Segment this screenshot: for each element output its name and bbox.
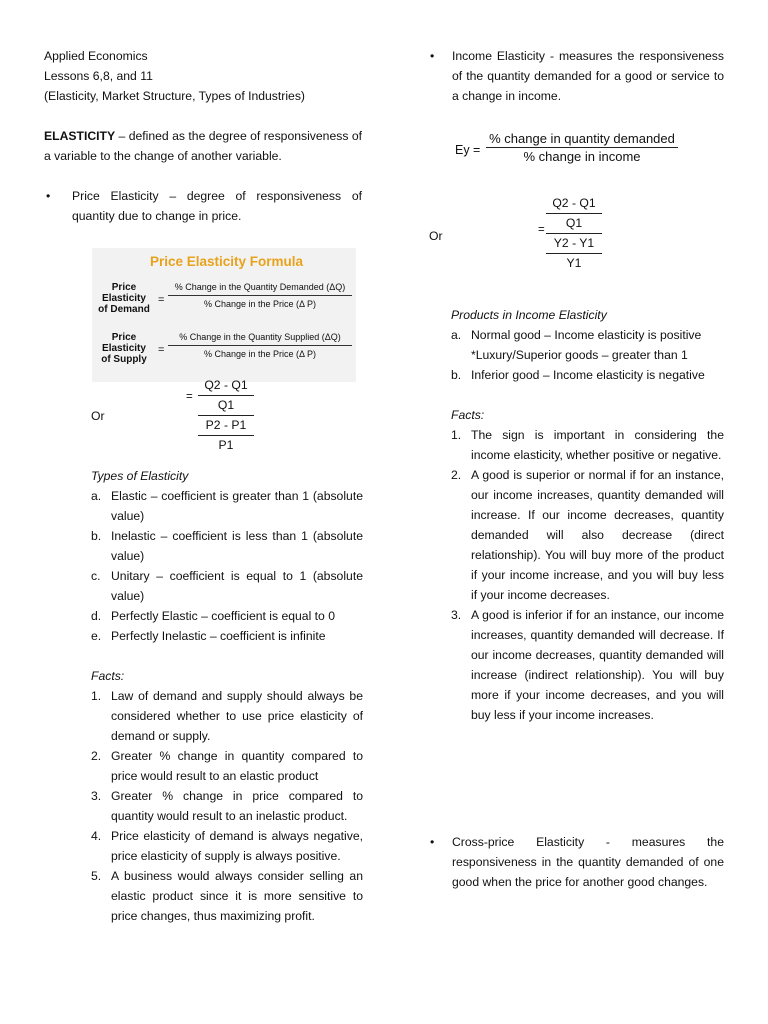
bullet-dot: • xyxy=(46,189,51,203)
facts-right-list xyxy=(451,425,724,725)
supply-eq-sign: = xyxy=(158,344,165,356)
cross-price-text: Cross-price Elasticity - measures the responsiveness in the quantity demanded of one good when the price for another good changes. xyxy=(452,835,724,889)
demand-denominator: % Change in the Price (Δ P) xyxy=(203,299,317,309)
income-formula-q1: Q1 xyxy=(565,216,583,230)
fact-left-item xyxy=(91,686,363,746)
elasticity-type-item-text: Perfectly Elastic – coefficient is equal to 0 xyxy=(111,609,336,623)
fact-left-item xyxy=(91,826,363,866)
fact-right-item xyxy=(451,425,724,465)
lessons-line: Lessons 6,8, and 11 xyxy=(44,69,153,83)
ey-numerator: % change in quantity demanded xyxy=(489,131,675,146)
fact-left-item-text: Law of demand and supply should always be considered whether to use price elasticity of demand or supply. xyxy=(111,689,363,743)
fact-left-item-text: Price elasticity of demand is always negative, price elasticity of supply is always positive. xyxy=(111,829,363,863)
fact-left-item-marker: 4. xyxy=(91,829,102,843)
products-section xyxy=(451,305,724,725)
ey-label: Ey = xyxy=(455,143,481,157)
types-heading: Types of Elasticity xyxy=(91,469,189,483)
formula-image-title: Price Elasticity Formula xyxy=(150,254,304,269)
elasticity-type-item xyxy=(91,626,363,646)
elasticity-type-item xyxy=(91,486,363,526)
facts-right-heading: Facts: xyxy=(451,408,485,422)
fact-left-item-text: Greater % change in quantity compared to price would result to an elastic product xyxy=(111,749,363,783)
price-or-label: Or xyxy=(91,409,105,423)
ey-denominator: % change in income xyxy=(523,149,641,164)
cross-price-bullet xyxy=(428,832,724,892)
bullet-dot: • xyxy=(430,835,435,849)
price-formula-p1: P1 xyxy=(218,438,234,452)
demand-numerator: % Change in the Quantity Demanded (ΔQ) xyxy=(174,282,346,292)
topics-line: (Elasticity, Market Structure, Types of Industries) xyxy=(44,89,305,103)
product-luxury: *Luxury/Superior goods – greater than 1 xyxy=(471,348,688,362)
fact-left-item-marker: 2. xyxy=(91,749,102,763)
types-of-elasticity xyxy=(91,466,363,926)
facts-left-heading: Facts: xyxy=(91,669,125,683)
price-formula-p2-p1: P2 - P1 xyxy=(205,418,247,432)
supply-label: Price Elasticity of Supply xyxy=(101,332,147,365)
supply-denominator: % Change in the Price (Δ P) xyxy=(203,349,317,359)
product-normal: a. Normal good – Income elasticity is positive xyxy=(451,328,702,342)
fact-left-item xyxy=(91,746,363,786)
elasticity-type-item-text: Elastic – coefficient is greater than 1 (absolute value) xyxy=(111,489,363,523)
elasticity-type-item xyxy=(91,566,363,606)
income-or-eq: = xyxy=(538,224,545,236)
fact-left-item-marker: 3. xyxy=(91,789,102,803)
fact-left-item xyxy=(91,866,363,926)
fact-left-item-marker: 5. xyxy=(91,869,102,883)
right-column xyxy=(428,46,724,889)
facts-left-list xyxy=(91,686,363,926)
price-formula xyxy=(198,376,254,455)
elasticity-type-item xyxy=(91,606,363,626)
elasticity-term: ELASTICITY xyxy=(44,129,116,143)
income-formula-q2-q1: Q2 - Q1 xyxy=(552,196,596,210)
product-normal-text: Normal good – Income elasticity is positive xyxy=(471,328,702,342)
income-formula-y1: Y1 xyxy=(566,256,582,270)
bullet-dot: • xyxy=(430,49,435,63)
elasticity-type-item-text: Perfectly Inelastic – coefficient is infinite xyxy=(111,629,326,643)
elasticity-type-item-marker: a. xyxy=(91,489,102,503)
elasticity-text: – defined as the degree of responsiveness of a variable to the change of another variable. xyxy=(44,129,362,163)
fact-left-item-text: Greater % change in price compared to quantity would result to an inelastic product. xyxy=(111,789,363,823)
products-heading: Products in Income Elasticity xyxy=(451,308,607,322)
price-elasticity-bullet xyxy=(44,186,362,226)
income-elasticity-bullet xyxy=(428,46,724,106)
product-inferior-text: Inferior good – Income elasticity is negative xyxy=(471,368,705,382)
income-formula xyxy=(546,194,602,273)
fact-right-item-text: A good is superior or normal if for an instance, our income increases, quantity demanded will increase. If our income decreases, quantity demanded will also decrease (direct relationship). You will buy more of the product if your income increase, and you will buy less if your income decreases. xyxy=(471,468,724,602)
elasticity-type-item-text: Unitary – coefficient is equal to 1 (absolute value) xyxy=(111,569,363,603)
fact-right-item xyxy=(451,605,724,725)
demand-fraction xyxy=(168,281,352,310)
fact-right-item-marker: 1. xyxy=(451,428,462,442)
demand-label: Price Elasticity of Demand xyxy=(98,282,150,315)
types-list xyxy=(91,486,363,646)
fact-left-item-text: A business would always consider selling an elastic product since it is more sensitive to price changes, thus maximizing profit. xyxy=(111,869,363,923)
elasticity-type-item-marker: c. xyxy=(91,569,101,583)
fact-right-item xyxy=(451,465,724,605)
fact-right-item-marker: 2. xyxy=(451,468,462,482)
fact-right-item-text: A good is inferior if for an instance, our income increases, quantity demanded will decrease. If our income decreases, quantity demanded will increase (indirect relationship). You will buy more if your income decreases, and you will buy less if your income increases. xyxy=(471,608,724,722)
elasticity-type-item-marker: b. xyxy=(91,529,102,543)
price-elasticity-formula-image xyxy=(92,248,356,382)
fact-left-item xyxy=(91,786,363,826)
demand-eq-sign: = xyxy=(158,294,165,306)
income-elasticity-text: Income Elasticity - measures the responsiveness of the quantity demanded for a good or service to a change in income. xyxy=(452,49,724,103)
elasticity-type-item-marker: d. xyxy=(91,609,102,623)
left-column xyxy=(44,46,363,923)
price-formula-q2-q1: Q2 - Q1 xyxy=(204,378,248,392)
elasticity-type-item-marker: e. xyxy=(91,629,102,643)
elasticity-type-item xyxy=(91,526,363,566)
supply-fraction xyxy=(168,331,352,360)
elasticity-definition xyxy=(44,126,362,166)
price-or-eq: = xyxy=(186,391,193,403)
price-elasticity-text: Price Elasticity – degree of responsiveness of quantity due to change in price. xyxy=(72,189,362,223)
price-formula-q1: Q1 xyxy=(217,398,235,412)
fact-right-item-marker: 3. xyxy=(451,608,462,622)
elasticity-type-item-text: Inelastic – coefficient is less than 1 (absolute value) xyxy=(111,529,363,563)
fact-right-item-text: The sign is important in considering the income elasticity, whether positive or negative. xyxy=(471,428,724,462)
fact-left-item-marker: 1. xyxy=(91,689,102,703)
income-formula-y2-y1: Y2 - Y1 xyxy=(553,236,595,250)
course-title: Applied Economics xyxy=(44,49,148,63)
product-inferior: b. Inferior good – Income elasticity is negative xyxy=(451,368,705,382)
ey-fraction xyxy=(486,130,678,165)
income-or-label: Or xyxy=(429,229,443,243)
supply-numerator: % Change in the Quantity Supplied (ΔQ) xyxy=(179,332,341,342)
